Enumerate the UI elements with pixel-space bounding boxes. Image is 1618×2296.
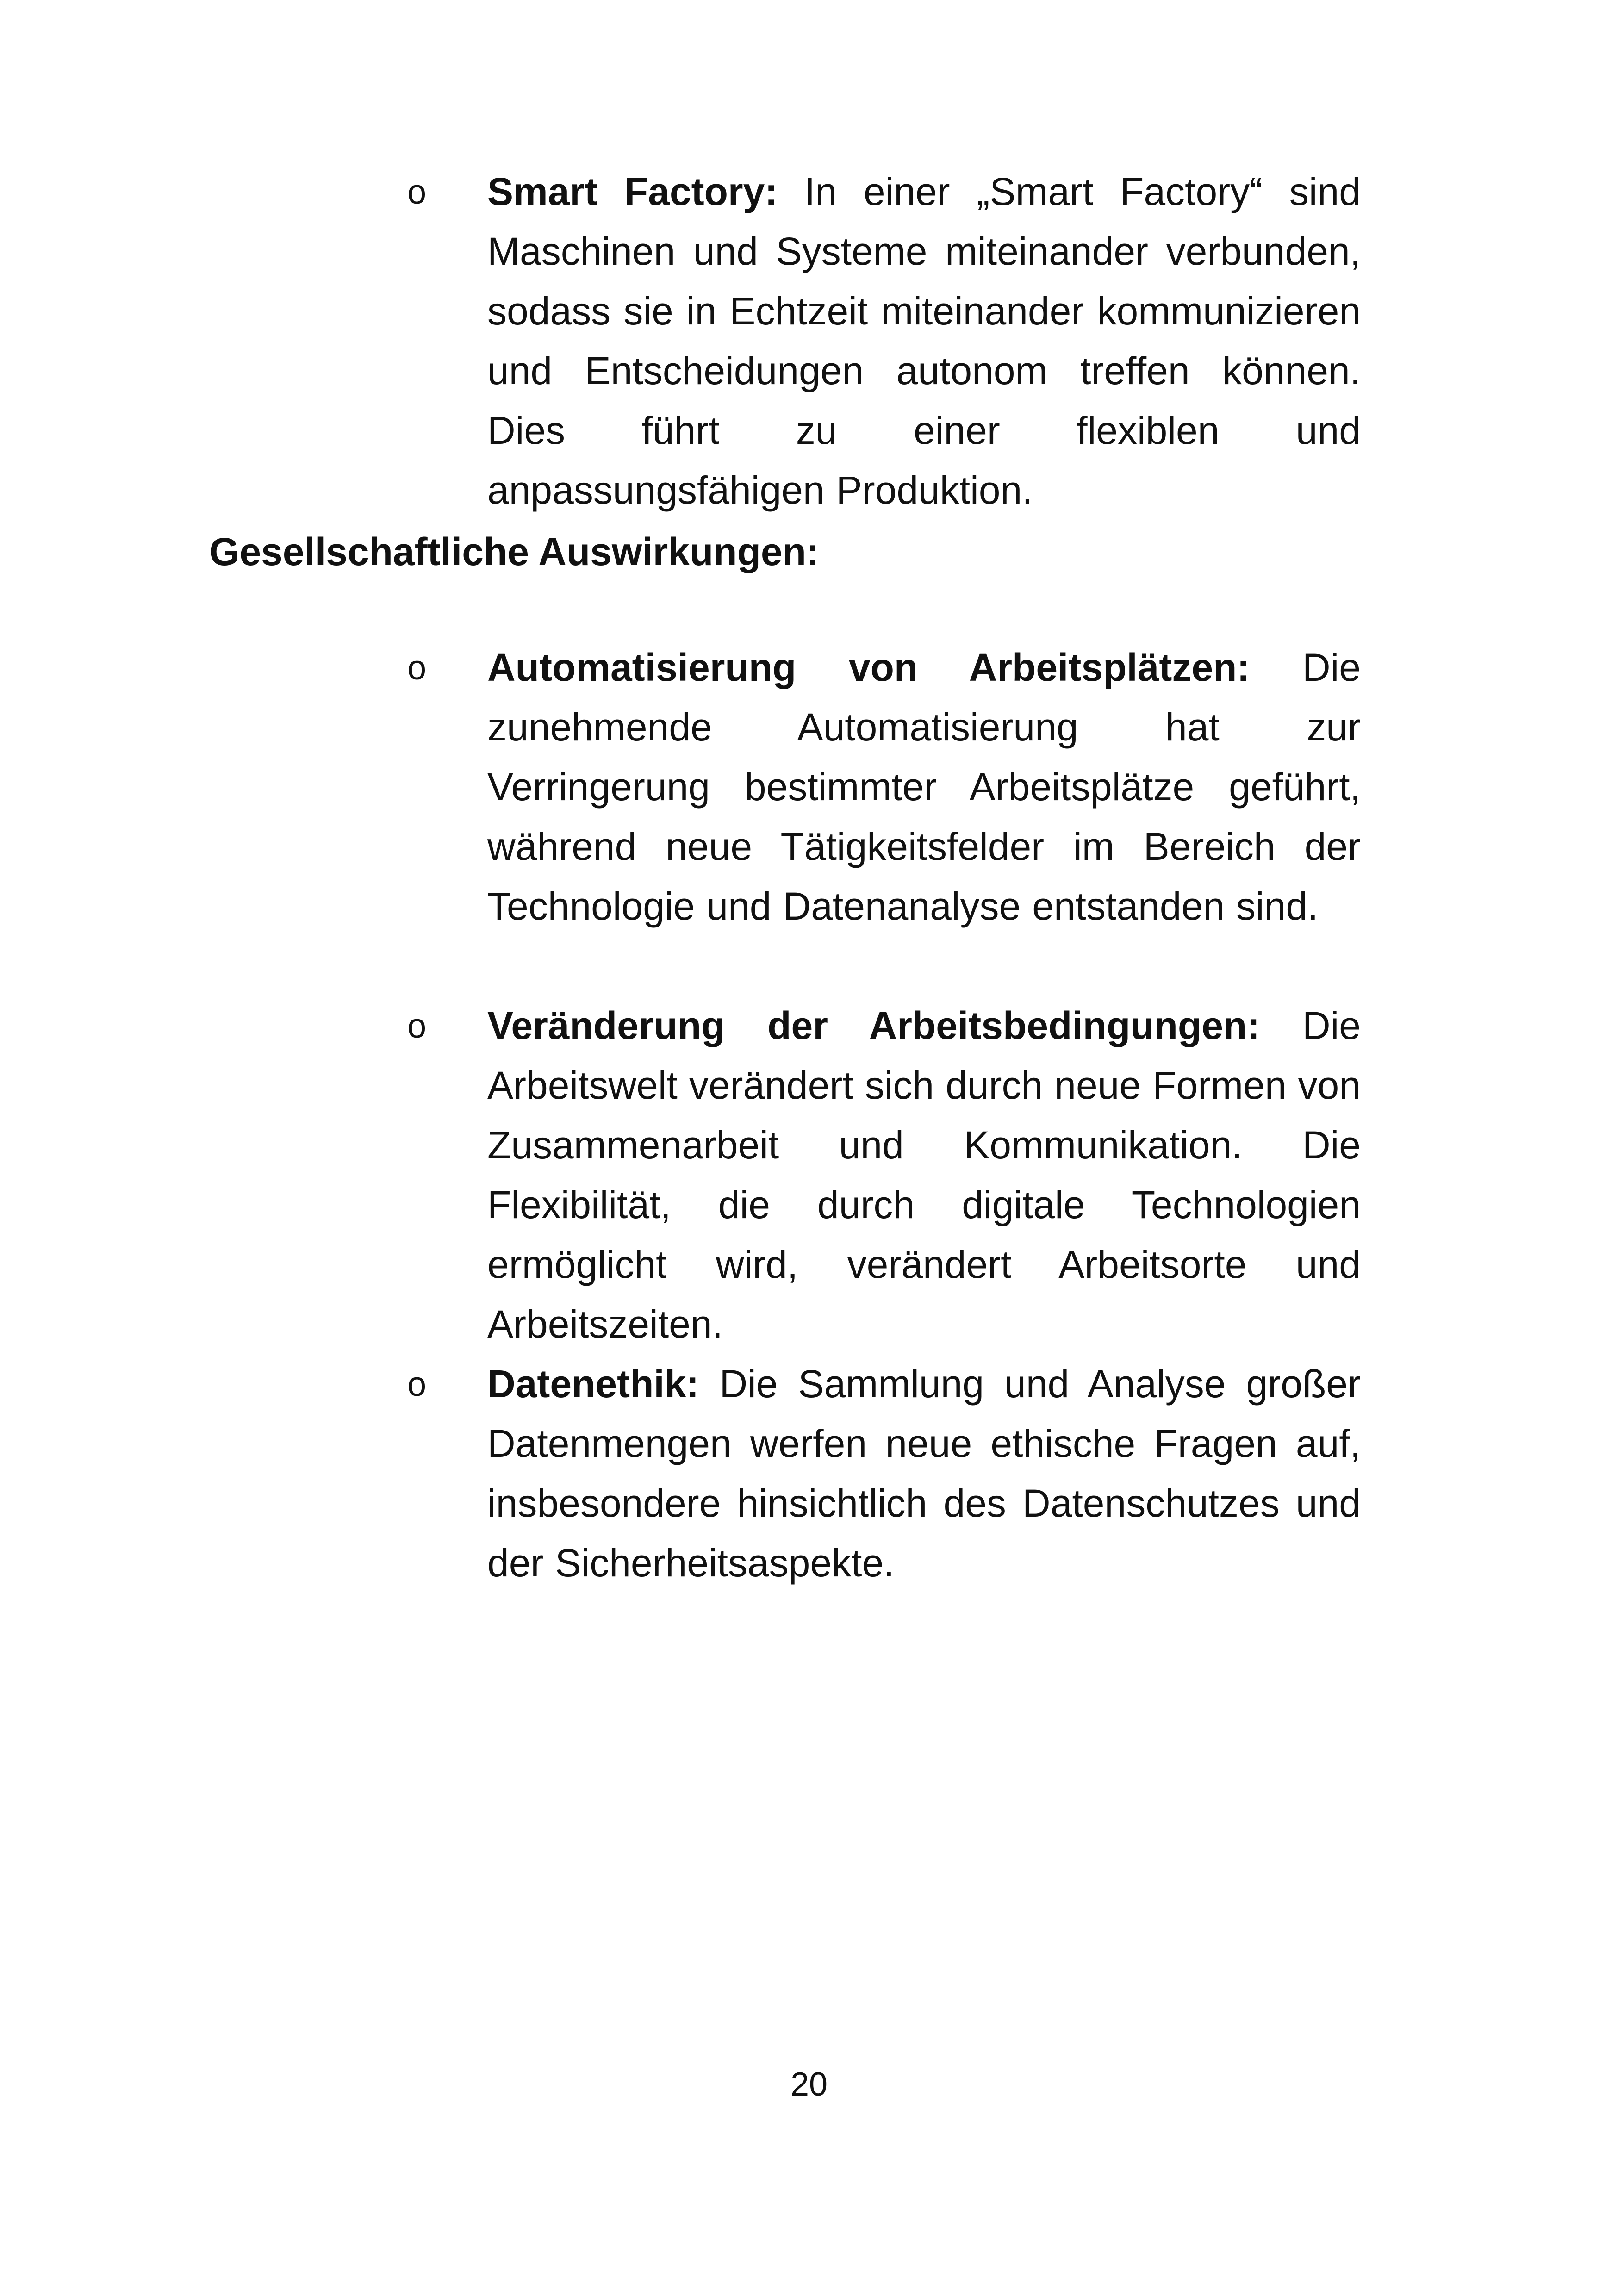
list-item-text — [487, 996, 1361, 1354]
list-item-description: In einer „Smart Factory“ sind Maschinen und Systeme miteinander verbunden, sodass sie in Echtzeit miteinander kommunizieren und Entscheidungen autonom treffen können. Dies führt zu einer flexiblen und anpassungsfähigen Produktion. — [487, 170, 1361, 512]
list-item-text — [487, 638, 1361, 936]
section-heading: Gesellschaftliche Auswirkungen: — [209, 530, 819, 573]
bullet-marker: o — [407, 1007, 427, 1045]
list-item-term: Veränderung der Arbeitsbedingungen: — [487, 1004, 1260, 1047]
bullet-marker: o — [407, 648, 427, 687]
page-number: 20 — [790, 2066, 828, 2103]
list-item-text — [487, 162, 1361, 520]
list-item-description: Die zunehmende Automatisierung hat zur Verringerung bestimmter Arbeitsplätze geführt, während neue Tätigkeitsfelder im Bereich der Technologie und Datenanalyse entstanden sind. — [487, 646, 1361, 928]
list-item-term: Automatisierung von Arbeitsplätzen: — [487, 646, 1250, 689]
bullet-marker: o — [407, 1365, 427, 1403]
list-item-description: Die Arbeitswelt verändert sich durch neue Formen von Zusammenarbeit und Kommunikation. Die Flexibilität, die durch digitale Technologien ermöglicht wird, verändert Arbeitsorte und Arbeitszeiten. — [487, 1004, 1361, 1346]
list-item-description: Die Sammlung und Analyse großer Datenmengen werfen neue ethische Fragen auf, insbesondere hinsichtlich des Datenschutzes und der Sicherheitsaspekte. — [487, 1362, 1361, 1585]
list-item-term: Smart Factory: — [487, 170, 778, 213]
list-item-term: Datenethik: — [487, 1362, 699, 1406]
list-item-text — [487, 1354, 1361, 1593]
bullet-marker: o — [407, 173, 427, 211]
